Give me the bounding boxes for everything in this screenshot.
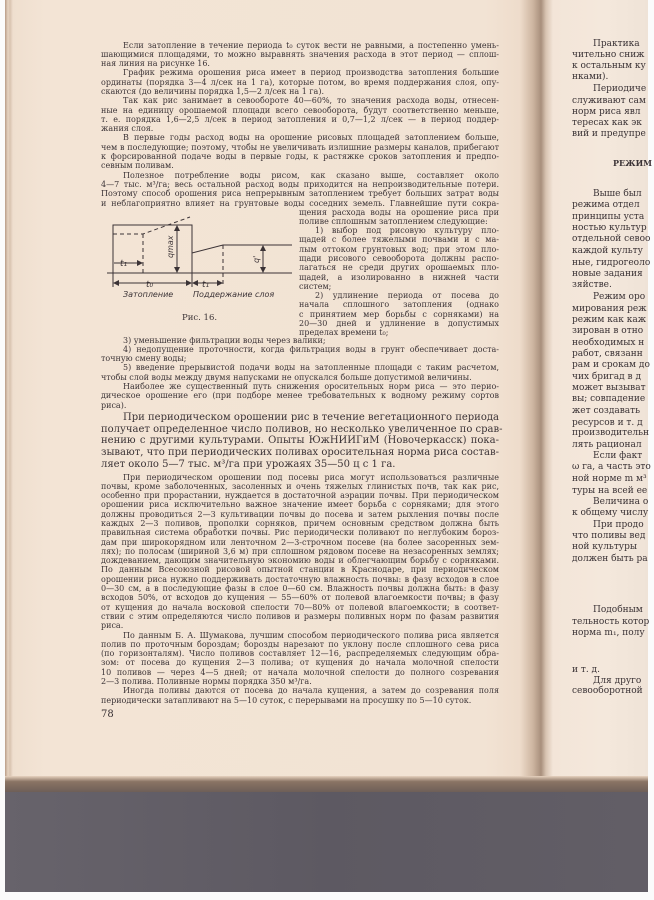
text-line: новые задания [572, 268, 643, 279]
text-line: Величина о [593, 496, 649, 507]
text-line: режима отдел [572, 199, 640, 210]
text-line: Если затопление в течение периода t₀ суток вести не равными, а постепенно умень- [123, 40, 499, 50]
text-line: всходов 50%, от всходов до кущения — 55—60% от полевой влагоемкости почвы; в фазу [101, 593, 499, 603]
text-line: При периодическом орошении рис в течение вегетационного периода [123, 412, 499, 423]
text-line: работ, связанн [572, 348, 643, 359]
text-line: щения расхода воды на орошение риса при [299, 207, 499, 217]
text-line: от кущения до начала восковой спелости 70—80% от полевой влагоемкости; в соответ- [101, 602, 499, 612]
text-line: тересах как эк [572, 117, 642, 128]
text-line: В первые годы расход воды на орошение рисовых площадей затоплением больше, [123, 133, 499, 143]
text-line: Если факт [593, 450, 643, 461]
text-line: поливе сплошным затоплением следующие: [299, 216, 488, 226]
text-line: должны проводиться 2—3 культивации почвы до посева и затем рыхления почвы после [101, 509, 499, 519]
text-line: принципы уста [572, 211, 645, 222]
text-line: норма m₁, полу [572, 627, 645, 638]
section-heading: РЕЖИМ [613, 157, 653, 168]
text-line: туры на всей ее [572, 485, 648, 496]
text-line: скаются (до величины порядка 1,5—2 л/сек на 1 га). [101, 86, 324, 96]
text-section [101, 41, 499, 208]
text-line: с принятием мер борьбы с сорняками) на [299, 309, 499, 319]
text-line: ординаты (порядка 3—4 л/сек на 1 га), которые потом, во время поддержания слоя, опу- [101, 77, 499, 87]
text-line: Практика [593, 38, 640, 49]
text-line: севооборотной [572, 685, 643, 696]
text-line: периодически затапливают на 5—10 суток, с перерывами на просушку по 5—10 суток. [101, 695, 472, 705]
text-line: полив по проточным бороздам; борозды нарезают по уклону после сплошного сева риса [101, 639, 499, 649]
paragraph [101, 336, 499, 345]
text-line: Поэтому способ орошения риса непрерывным затоплением требует больших затрат воды [101, 189, 499, 199]
text-line: Наиболее же существенный путь снижения оросительных норм риса — это перио- [123, 381, 499, 391]
text-line: чительно сниж [572, 49, 645, 60]
text-line: может вызыват [572, 382, 646, 393]
text-line: почвы, кроме заболоченных, засоленных и очень тяжелых глинистых почв, так как рис, [101, 481, 499, 491]
text-line: Периодиче [593, 83, 647, 94]
text-line: 10 поливов — через 4—5 дней; от начала молочной спелости до полного созревания [101, 667, 499, 677]
paragraph [101, 363, 499, 382]
page-number: 78 [101, 709, 114, 720]
paragraph [299, 208, 499, 227]
text-line: особенно при прорастании, нуждается в достаточной аэрации почвы. При периодическом [101, 491, 499, 501]
q-prime-label: q' [252, 255, 261, 263]
text-line: 0—30 см, а в последующие фазы в слое 0—60 см. Влажность почвы должна быть: в фазу [101, 584, 499, 594]
text-line: ные, гидрогеоло [572, 257, 651, 268]
text-line: и неблагоприятно влияет на грунтовые воды соседних земель. Главнейшие пути сокра- [101, 198, 499, 208]
text-line: 1) выбор под рисовую культуру пло- [315, 226, 499, 236]
text-line: севным поливам. [101, 161, 174, 171]
text-line: режим как каж [572, 314, 646, 325]
paragraph [101, 412, 503, 470]
paragraph [101, 96, 499, 133]
text-line: служивают сам [572, 95, 646, 106]
paragraph [101, 345, 499, 364]
paragraph [101, 473, 499, 631]
text-line: (по горизонталям). Число поливов составляет 12—16, распределяемых следующим обра- [101, 649, 499, 659]
text-line: ностью культур [572, 222, 647, 233]
text-line: 2—3 полива. Поливные нормы порядка 350 м³/га. [101, 677, 312, 687]
text-line: что поливы вед [572, 530, 646, 541]
paragraph [101, 171, 499, 208]
text-line: лях); по полосам (шириной 3,6 м) при сплошном рядовом посеве на незасоренных землях; [101, 546, 499, 556]
t1-label: t₁ [120, 259, 128, 269]
text-section [101, 412, 503, 470]
text-line: щадей, а изолированно в нижней части [299, 272, 499, 282]
text-line: нками). [572, 71, 609, 82]
text-line: зяйстве. [572, 279, 612, 290]
text-line: дическое орошение его (при подборе менее требовательных к водному режиму сортов [101, 391, 499, 401]
text-line: График режима орошения риса имеет в период производства затопления большие [123, 68, 499, 78]
text-line: 3) уменьшение фильтрации воды через валики; [123, 335, 326, 345]
text-line: ной норме m м³ [572, 473, 647, 484]
text-line: 2) удлинение периода от посева до [315, 291, 499, 301]
text-line: При продо [593, 519, 644, 530]
text-line: производительн [572, 427, 650, 438]
qmax-label: qmax [166, 235, 175, 258]
text-line: т. е. порядка 1,6—2,5 л/сек в период затопления и 0,7—1,2 л/сек — в период поддер- [101, 114, 499, 124]
text-line: Подобным [593, 604, 643, 615]
text-line: нению с другими культурами. Опыты ЮжНИИГиМ (Новочеркасск) пока- [101, 435, 499, 447]
text-line: ресурсов и т. д [572, 417, 643, 428]
text-line: к форсированной подаче воды в первые годы, к растяжке сроков затопления и предпо- [101, 152, 499, 162]
text-section [101, 473, 499, 705]
text-line: получает определенное число поливов, но несколько увеличенное по срав- [101, 423, 503, 435]
paragraph [101, 686, 499, 705]
text-line: отдельной севоо [572, 233, 651, 244]
text-line: Так как рис занимает в севообороте 40—60%, то значения расхода воды, отнесен- [123, 96, 499, 106]
text-line: чих бригад в д [572, 371, 642, 382]
text-line: норм риса явл [572, 106, 641, 117]
text-line: ω га, а часть это [572, 461, 651, 472]
text-line: вий и предупре [572, 128, 646, 139]
text-line: 20—30 дней и удлинение в допустимых [299, 319, 499, 329]
scanner-background [5, 792, 648, 892]
text-line: должен быть ра [572, 553, 648, 564]
text-line: орошении риса нужно поддерживать достаточную влажность почвы: в фазу всходов в слое [101, 574, 499, 584]
text-line: жет создавать [572, 405, 641, 416]
text-line: щади рисового севооборота должны распо- [299, 253, 499, 263]
text-line: орошении риса исключительно важное значение имеет борьба с сорняками; для этого [101, 500, 499, 510]
text-line: точную смену воды; [101, 354, 187, 364]
text-line: вы; совпадение [572, 393, 646, 404]
text-line: ная линия на рисунке 16. [101, 59, 210, 69]
text-line: Для друго [593, 675, 642, 686]
text-line: Выше был [593, 188, 642, 199]
paragraph [101, 631, 499, 687]
text-line: пределах времени t₀; [299, 328, 389, 338]
text-line: рам и срокам до [572, 359, 650, 370]
text-line: ствии с этим определяются число поливов и размеры поливных норм по фазам развития [101, 611, 499, 621]
text-line: к общему числу [572, 507, 649, 518]
text-line: ные на единицу орошаемой площади всего севооборота, будут соответственно меньше, [101, 105, 499, 115]
paragraph [101, 41, 499, 69]
text-line: дождеванием, дающим значительную экономию воды и облегчающим борьбу с сорняками. [101, 556, 499, 566]
text-line: ной культуры [572, 541, 638, 552]
t0-label: t₀ [146, 280, 154, 290]
text-line: риса). [101, 400, 127, 410]
text-line: Иногда поливы даются от посева до начала кущения, а затем до созревания поля [123, 686, 499, 696]
book-bottom-edge [5, 776, 648, 792]
text-line: каждой культу [572, 245, 643, 256]
text-line: начала сплошного затопления (однако [299, 300, 499, 310]
text-line: зирован в отно [572, 325, 644, 336]
text-line: 4) недопущение проточности, когда фильтрация воды в грунт обеспечивает доста- [123, 344, 499, 354]
right-page [548, 0, 653, 776]
paragraph [101, 68, 499, 96]
text-line: 5) введение прерывистой подачи воды на затопленные площади с таким расчетом, [123, 363, 499, 373]
layer-maintenance-label: Поддержание слоя [193, 290, 275, 299]
text-line: и т. д. [572, 664, 600, 675]
text-line: чем в последующие; поэтому, чтобы не увеличивать излишние размеры каналов, прибегают [101, 142, 499, 152]
text-line: жания слоя. [101, 124, 154, 134]
t1-bottom-label: t₁ [202, 280, 210, 290]
text-line: шающимися площадями, то можно выравнять значения расхода в этот период — сплош- [101, 49, 499, 59]
text-section [101, 336, 499, 410]
paragraph [101, 382, 499, 410]
text-line: правильная система обработки почвы. Рис периодически поливают по неглубоким бороз- [101, 528, 499, 538]
text-line: зывают, что при периодических поливах оросительная норма риса состав- [101, 447, 499, 459]
text-line: При периодическом орошении под посевы риса могут использоваться различные [123, 472, 499, 482]
text-section [299, 208, 499, 338]
text-line: По данным Б. А. Шумакова, лучшим способом периодического полива риса является [123, 630, 499, 640]
text-line: 4—7 тыс. м³/га; весь остальной расход воды приходится на непроизводительные потери. [101, 179, 499, 189]
figure-caption: Рис. 16. [182, 313, 218, 323]
flooding-label: Затопление [123, 290, 174, 299]
text-line: необходимых н [572, 337, 645, 348]
text-line: лым оттоком грунтовых вод; при этом пло- [299, 244, 499, 254]
text-line: По данным Всесоюзной рисовой опытной станции в Краснодаре, при периодическом [101, 565, 499, 575]
text-line: ляет около 5—7 тыс. м³/га при урожаях 35—50 ц с 1 га. [101, 458, 396, 470]
text-line: тельность котор [572, 616, 650, 627]
paragraph [101, 133, 499, 170]
text-line: лять рационал [572, 439, 642, 450]
text-line: зом: от посева до кущения 2—3 полива; от кущения до начала молочной спелости [101, 658, 499, 668]
text-line: риса. [101, 621, 124, 631]
text-line: каждых 2—3 поливов, прополки сорняков, причем основным средством должна быть [101, 518, 499, 528]
text-line: чтобы слой воды между двумя напусками не опускался больше допустимой величины. [101, 372, 472, 382]
text-line: мирования реж [572, 303, 647, 314]
text-line: лагаться не среди других орошаемых пло- [299, 263, 499, 273]
paragraph [299, 291, 499, 337]
text-line: Полезное потребление воды рисом, как сказано выше, составляет около [123, 170, 499, 180]
text-line: к остальным ку [572, 60, 646, 71]
text-line: Режим оро [593, 291, 646, 302]
text-line: щадей с более тяжелыми почвами и с ма- [299, 235, 499, 245]
text-line: дам при широкорядном или ленточном 2—3-строчном посеве (на более засоренных зем- [101, 537, 499, 547]
text-line: систем; [299, 281, 332, 291]
paragraph [299, 226, 499, 291]
